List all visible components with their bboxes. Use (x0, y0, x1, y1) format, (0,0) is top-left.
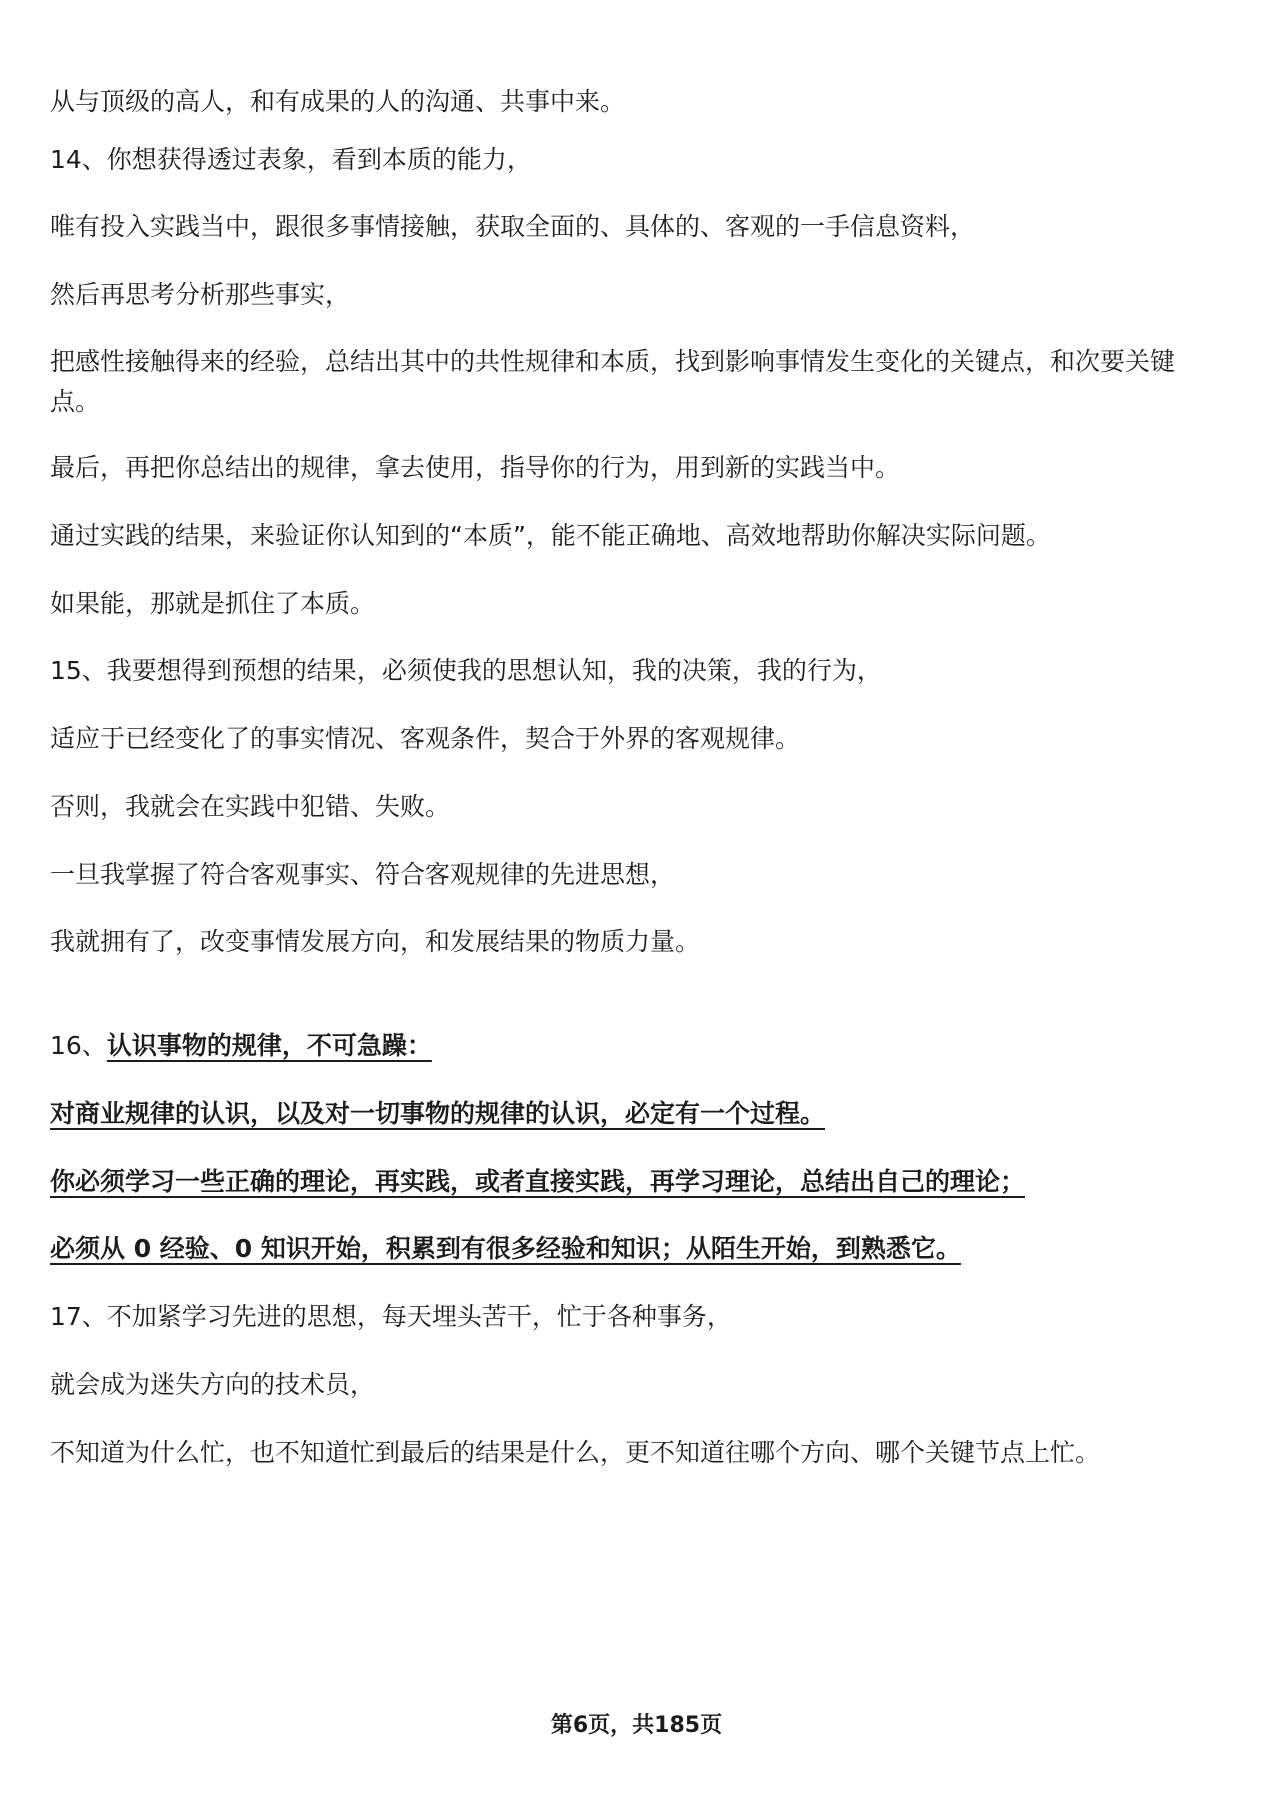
paragraph: 否则，我就会在实践中犯错、失败。 (50, 792, 451, 821)
paragraph: 15、我要想得到预想的结果，必须使我的思想认知，我的决策，我的行为， (50, 656, 882, 685)
page-number-footer: 第6页，共185页 (550, 1713, 723, 1738)
paragraph: 我就拥有了，改变事情发展方向，和发展结果的物质力量。 (50, 927, 701, 956)
paragraph: 把感性接触得来的经验，总结出其中的共性规律和本质，找到影响事情发生变化的关键点，和次要关键点。 (50, 347, 1176, 416)
emphasis-line (50, 1229, 1220, 1269)
underlined-text: 对商业规律的认识，以及对一切事物的规律的认识，必定有一个过程。 (50, 1099, 826, 1128)
paragraph: 从与顶级的高人，和有成果的人的沟通、共事中来。 (50, 87, 626, 116)
paragraph: 最后，再把你总结出的规律，拿去使用，指导你的行为，用到新的实践当中。 (50, 453, 901, 482)
emphasis-line (50, 1094, 1220, 1134)
section-number: 16、 (50, 1031, 107, 1060)
emphasis-line (50, 1162, 1220, 1202)
paragraph: 就会成为迷失方向的技术员， (50, 1370, 376, 1399)
paragraph: 适应于已经变化了的事实情况、客观条件，契合于外界的客观规律。 (50, 724, 801, 753)
paragraph: 然后再思考分析那些事实， (50, 280, 351, 309)
paragraph: 如果能，那就是抓住了本质。 (50, 589, 376, 618)
paragraph: 不知道为什么忙，也不知道忙到最后的结果是什么，更不知道往哪个方向、哪个关键节点上忙。 (50, 1438, 1101, 1467)
paragraph: 14、你想获得透过表象，看到本质的能力， (50, 145, 532, 174)
paragraph: 一旦我掌握了符合客观事实、符合客观规律的先进思想， (50, 860, 676, 889)
paragraph: 唯有投入实践当中，跟很多事情接触，获取全面的、具体的、客观的一手信息资料， (50, 212, 976, 241)
section-16-heading (50, 1026, 1220, 1066)
underlined-text: 你必须学习一些正确的理论，再实践，或者直接实践，再学习理论，总结出自己的理论； (50, 1167, 1026, 1196)
underlined-text: 必须从 0 经验、0 知识开始，积累到有很多经验和知识；从陌生开始，到熟悉它。 (50, 1234, 961, 1263)
paragraph: 17、不加紧学习先进的思想，每天埋头苦干，忙于各种事务， (50, 1302, 732, 1331)
section-heading-text: 认识事物的规律，不可急躁： (106, 1031, 432, 1060)
paragraph: 通过实践的结果，来验证你认知到的“本质”，能不能正确地、高效地帮助你解决实际问题。 (50, 521, 1051, 550)
